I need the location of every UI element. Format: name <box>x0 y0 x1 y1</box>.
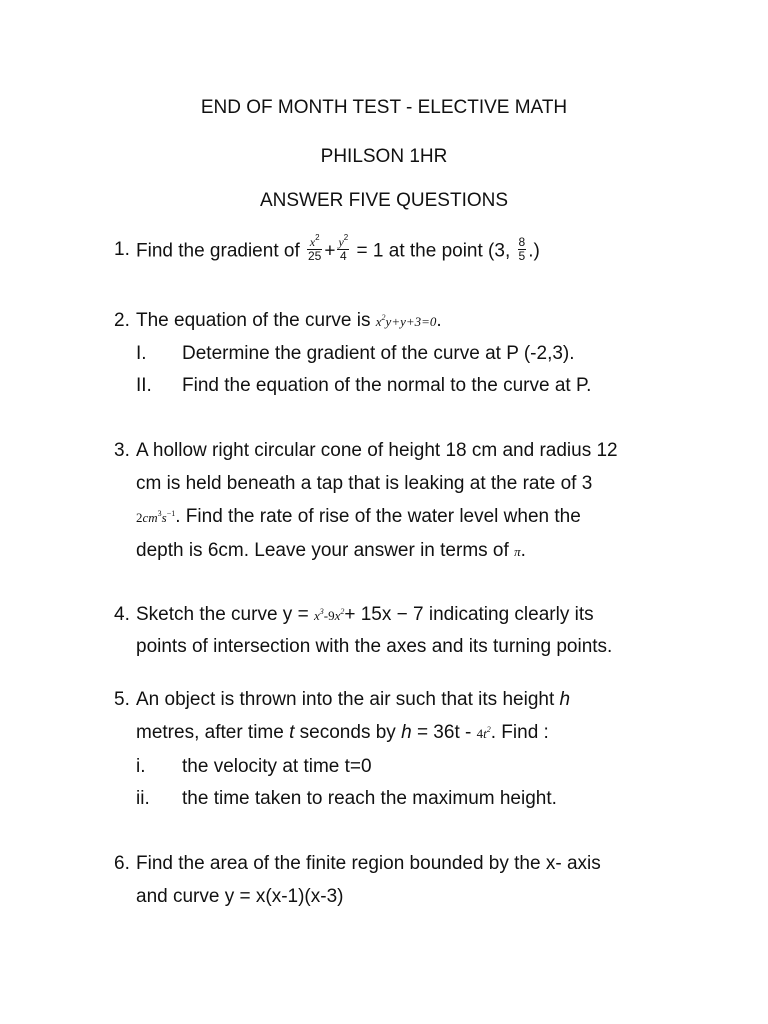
fraction-y2-over-4 <box>337 233 349 263</box>
var-h: h <box>559 689 571 710</box>
q1-text-c: .) <box>528 240 540 262</box>
question-number: 2. <box>114 310 130 331</box>
question-text-line-4 <box>136 539 526 564</box>
coef: -9 <box>323 608 335 623</box>
q2-text-a: The equation of the curve is <box>136 310 371 331</box>
fraction-8-over-5 <box>518 236 527 263</box>
q5-line1-a: An object is thrown into the air such that its height <box>136 689 555 710</box>
q5-line2-b: seconds by <box>299 722 396 743</box>
x-exp: 2 <box>340 607 345 616</box>
question-number: 3. <box>114 440 130 461</box>
frac-den: 5 <box>518 249 526 263</box>
rate-exp-1: 3 <box>157 509 162 518</box>
exam-instruction: ANSWER FIVE QUESTIONS <box>259 190 509 211</box>
exam-title: END OF MONTH TEST - ELECTIVE MATH <box>200 97 568 118</box>
q2-text-b: . <box>436 310 442 331</box>
sub-text: the time taken to reach the maximum height. <box>182 788 557 809</box>
sub-label: II. <box>136 375 152 396</box>
frac-den: 25 <box>308 249 322 263</box>
eq-rest: y+y+3=0 <box>385 314 437 329</box>
question-text-line-3 <box>136 505 581 530</box>
eq-x: x <box>375 314 382 329</box>
t-squared-term <box>477 726 491 741</box>
question-text-line-1 <box>136 603 594 628</box>
frac-num-var: x <box>309 235 316 249</box>
question-number: 1. <box>114 239 130 260</box>
plus-sign: + <box>324 240 336 262</box>
frac-num-var: y <box>338 235 344 249</box>
q3-line4-end: . <box>520 540 526 561</box>
fraction-x2-over-25 <box>307 233 322 263</box>
eq-exp: 2 <box>381 313 386 322</box>
question-text <box>136 233 540 265</box>
exam-school: PHILSON 1HR <box>320 146 448 167</box>
sub-label: ii. <box>136 788 150 809</box>
t-exp: 2 <box>486 725 491 734</box>
q3-line4: depth is 6cm. Leave your answer in terms of <box>136 540 509 561</box>
question-text-line-1 <box>136 688 570 712</box>
rate-exp-2: −1 <box>166 509 176 518</box>
rate-unit-2: s <box>161 510 167 525</box>
curve-equation <box>376 314 437 329</box>
question-text-line-2: and curve y = x(x-1)(x-3) <box>136 886 344 907</box>
question-text-line-2 <box>136 721 549 746</box>
q1-text-a: Find the gradient of <box>136 240 300 262</box>
rate-coef: 2 <box>136 510 143 525</box>
q5-line2-a: metres, after time <box>136 722 284 743</box>
question-text-line-1: A hollow right circular cone of height 18 cm and radius 12 <box>136 440 618 461</box>
q5-line2-c: = 36t - <box>416 722 472 743</box>
question-text-line-1: Find the area of the finite region bounded by the x- axis <box>136 853 601 874</box>
sub-text: Find the equation of the normal to the curve at P. <box>182 375 592 396</box>
frac-num-exp: 2 <box>343 233 349 242</box>
question-number: 6. <box>114 853 130 874</box>
rate-unit: cm <box>142 510 158 525</box>
var-t: t <box>289 722 295 743</box>
frac-num: 8 <box>518 235 526 249</box>
question-number: 5. <box>114 689 130 710</box>
sub-label: i. <box>136 756 146 777</box>
frac-den: 4 <box>340 249 347 263</box>
cubic-term <box>314 608 344 623</box>
question-text-line-2: cm is held beneath a tap that is leaking at the rate of 3 <box>136 473 593 494</box>
frac-num-exp: 2 <box>315 233 320 242</box>
pi-symbol: π <box>514 544 521 559</box>
x-var: x <box>313 608 320 623</box>
q4-text-b: + 15x − 7 indicating clearly its <box>344 604 594 625</box>
x-var: x <box>334 608 341 623</box>
sub-text: the velocity at time t=0 <box>182 756 372 777</box>
rate-expression <box>136 510 175 525</box>
var-h: h <box>401 722 412 743</box>
question-text-line-2: points of intersection with the axes and its turning points. <box>136 636 613 657</box>
sub-label: I. <box>136 343 147 364</box>
x-exp: 3 <box>319 607 324 616</box>
t-var: t <box>483 726 487 741</box>
q5-line2-d: . Find : <box>490 722 549 743</box>
sub-text: Determine the gradient of the curve at P (-2,3). <box>182 343 575 364</box>
question-text <box>136 309 442 334</box>
question-number: 4. <box>114 604 130 625</box>
q3-line3-rest: . Find the rate of rise of the water level when the <box>175 506 581 527</box>
q4-text-a: Sketch the curve y = <box>136 604 309 625</box>
t-coef: 4 <box>476 726 484 741</box>
q1-text-b: = 1 at the point (3, <box>356 240 511 262</box>
